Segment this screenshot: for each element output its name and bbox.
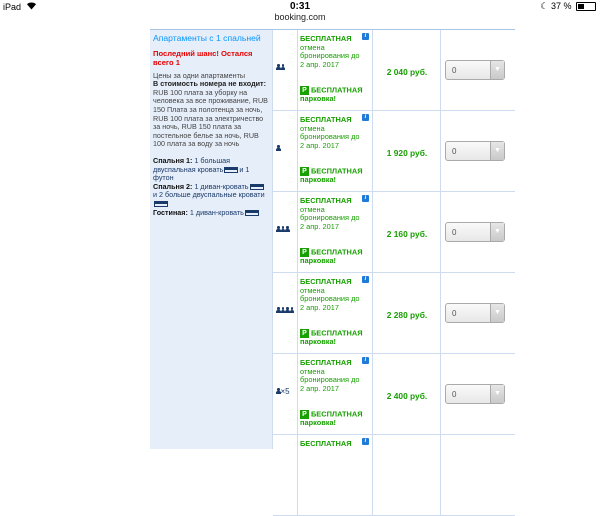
bedroom-2-text: 1 диван-кровать: [194, 181, 249, 191]
cancellation-title: БЕСПЛАТНАЯ: [300, 196, 352, 205]
quantity-cell: [441, 354, 515, 434]
select-value: 0: [452, 390, 457, 399]
room-quantity-select[interactable]: [445, 222, 505, 242]
price-cell: [373, 273, 441, 353]
excluded-info: [153, 80, 269, 149]
battery-percent: 37 %: [550, 1, 572, 11]
price-cell: [373, 30, 441, 110]
battery-icon: [576, 2, 596, 11]
cancellation-title: БЕСПЛАТНАЯ: [300, 34, 352, 43]
parking-icon: P: [300, 329, 309, 338]
parking-text: БЕСПЛАТНАЯ парковка!: [300, 166, 363, 185]
occupancy-cell: [273, 354, 298, 434]
quantity-cell: [441, 273, 515, 353]
quantity-cell: [441, 192, 515, 272]
select-value: 0: [452, 66, 457, 75]
chevron-down-icon[interactable]: ▼: [490, 304, 504, 322]
occupancy-cell: [273, 192, 298, 272]
bed-icon: [154, 201, 168, 207]
free-parking: [300, 167, 370, 185]
conditions-cell: [298, 435, 373, 515]
max-persons: [276, 387, 290, 396]
room-quantity-select[interactable]: [445, 303, 505, 323]
info-icon[interactable]: i: [362, 33, 369, 40]
quantity-cell: [441, 111, 515, 191]
parking-text: БЕСПЛАТНАЯ парковка!: [300, 409, 363, 428]
price: 2 280 руб.: [386, 310, 428, 320]
price-notes: [153, 72, 269, 149]
parking-icon: P: [300, 86, 309, 95]
person-icon: [285, 307, 289, 313]
conditions-cell: [298, 354, 373, 434]
bed-icon: [224, 167, 238, 173]
cancellation-title: БЕСПЛАТНАЯ: [300, 277, 352, 286]
info-icon[interactable]: i: [362, 357, 369, 364]
room-info-column: [150, 30, 273, 449]
status-right: [540, 1, 596, 12]
bedroom-1-text2: и 1 футон: [153, 164, 250, 183]
free-cancellation: [300, 116, 372, 150]
cancellation-text: отмена бронирования до 2 апр. 2017: [300, 42, 360, 69]
free-cancellation: [300, 35, 372, 69]
price-cell: [373, 192, 441, 272]
parking-text: БЕСПЛАТНАЯ парковка!: [300, 85, 363, 104]
bedroom-2-label: Спальня 2:: [153, 181, 193, 191]
chevron-down-icon[interactable]: ▼: [490, 142, 504, 160]
price-cell: [373, 111, 441, 191]
parking-icon: P: [300, 248, 309, 257]
chevron-down-icon[interactable]: ▼: [490, 223, 504, 241]
person-icon: [276, 145, 280, 151]
max-persons: [276, 63, 285, 72]
price-cell: [373, 354, 441, 434]
living-room: [153, 209, 269, 218]
occupancy-cell: [273, 30, 298, 110]
free-cancellation: [300, 359, 372, 393]
quantity-cell: [441, 435, 515, 515]
max-persons: [276, 144, 281, 153]
conditions-cell: [298, 30, 373, 110]
rate-row: [273, 354, 515, 435]
quantity-cell: [441, 30, 515, 110]
chevron-down-icon[interactable]: ▼: [490, 385, 504, 403]
info-icon[interactable]: i: [362, 195, 369, 202]
clock: 0:31: [289, 1, 310, 12]
max-persons: [276, 225, 290, 234]
free-parking: [300, 86, 370, 104]
free-parking: [300, 329, 370, 347]
room-title-link[interactable]: Апартаменты с 1 спальней: [153, 33, 261, 43]
room-quantity-select[interactable]: [445, 141, 505, 161]
cancellation-title: БЕСПЛАТНАЯ: [300, 439, 352, 448]
sofa-bed-icon: [250, 184, 264, 190]
price: 2 160 руб.: [386, 229, 428, 239]
price: 2 040 руб.: [386, 67, 428, 77]
cancellation-text: отмена бронирования до 2 апр. 2017: [300, 123, 360, 150]
select-value: 0: [452, 309, 457, 318]
sofa-bed-icon: [245, 210, 259, 216]
bedroom-1-text: 1 большая двуспальная кровать: [153, 155, 230, 174]
person-icon: [276, 388, 280, 394]
person-icon: [290, 307, 294, 313]
person-icon: [281, 307, 285, 313]
info-icon[interactable]: i: [362, 438, 369, 445]
cancellation-text: отмена бронирования до 2 апр. 2017: [300, 204, 360, 231]
cancellation-title: БЕСПЛАТНАЯ: [300, 115, 352, 124]
persons-multiplier: ×5: [280, 387, 290, 396]
room-quantity-select[interactable]: [445, 384, 505, 404]
bedroom-1: [153, 157, 269, 183]
moon-icon: ☾: [540, 1, 549, 11]
free-parking: [300, 410, 370, 428]
occupancy-cell: [273, 111, 298, 191]
occupancy-cell: [273, 435, 298, 515]
room-quantity-select[interactable]: [445, 60, 505, 80]
free-parking: [300, 248, 370, 266]
info-icon[interactable]: i: [362, 114, 369, 121]
occupancy-cell: [273, 273, 298, 353]
price-cell: [373, 435, 441, 515]
person-icon: [276, 226, 280, 232]
free-cancellation: [300, 197, 372, 231]
person-icon: [276, 64, 280, 70]
living-room-text: 1 диван-кровать: [189, 207, 244, 217]
rate-row: [273, 30, 515, 111]
bedroom-1-label: Спальня 1:: [153, 155, 193, 165]
living-room-label: Гостиная:: [153, 207, 188, 217]
parking-icon: P: [300, 167, 309, 176]
price: 2 400 руб.: [386, 391, 428, 401]
conditions-cell: [298, 273, 373, 353]
select-value: 0: [452, 147, 457, 156]
price-note: Цены за одни апартаменты: [153, 70, 246, 80]
excluded-text: RUB 100 плата за уборку на человека за все проживание, RUB 150 Плата за полотенца за ночь, RUB 100 плата за электричество за ночь, RUB 150 плата за постельное белье за ночь, RUB 100 плата за воду за ночь: [153, 87, 268, 149]
rate-row-partial: [273, 435, 515, 516]
info-icon[interactable]: i: [362, 276, 369, 283]
person-icon: [276, 307, 280, 313]
rate-row: [273, 273, 515, 354]
person-icon: [285, 226, 289, 232]
url-bar[interactable]: booking.com: [274, 12, 326, 22]
person-icon: [281, 64, 285, 70]
rate-table: [273, 30, 515, 516]
conditions-cell: [298, 192, 373, 272]
free-cancellation: [300, 278, 372, 312]
price: 1 920 руб.: [386, 148, 428, 158]
parking-text: БЕСПЛАТНАЯ парковка!: [300, 247, 363, 266]
bedroom-2-text2: и 2 больше двуспальные кровати: [153, 190, 265, 200]
device-name: iPad: [3, 2, 22, 12]
bedroom-2: [153, 183, 269, 209]
chevron-down-icon[interactable]: ▼: [490, 61, 504, 79]
cancellation-text: отмена бронирования до 2 апр. 2017: [300, 285, 360, 312]
cancellation-text: отмена бронирования до 2 апр. 2017: [300, 366, 360, 393]
rate-row: [273, 192, 515, 273]
excluded-label: В стоимость номера не входит:: [153, 79, 266, 89]
parking-icon: P: [300, 410, 309, 419]
page-content: [0, 24, 600, 449]
select-value: 0: [452, 228, 457, 237]
max-persons: [276, 306, 294, 315]
cancellation-title: БЕСПЛАТНАЯ: [300, 358, 352, 367]
person-icon: [281, 226, 285, 232]
conditions-cell: [298, 111, 373, 191]
rate-row: [273, 111, 515, 192]
last-chance-warning: Последний шанс! Остался всего 1: [153, 48, 253, 67]
parking-text: БЕСПЛАТНАЯ парковка!: [300, 328, 363, 347]
